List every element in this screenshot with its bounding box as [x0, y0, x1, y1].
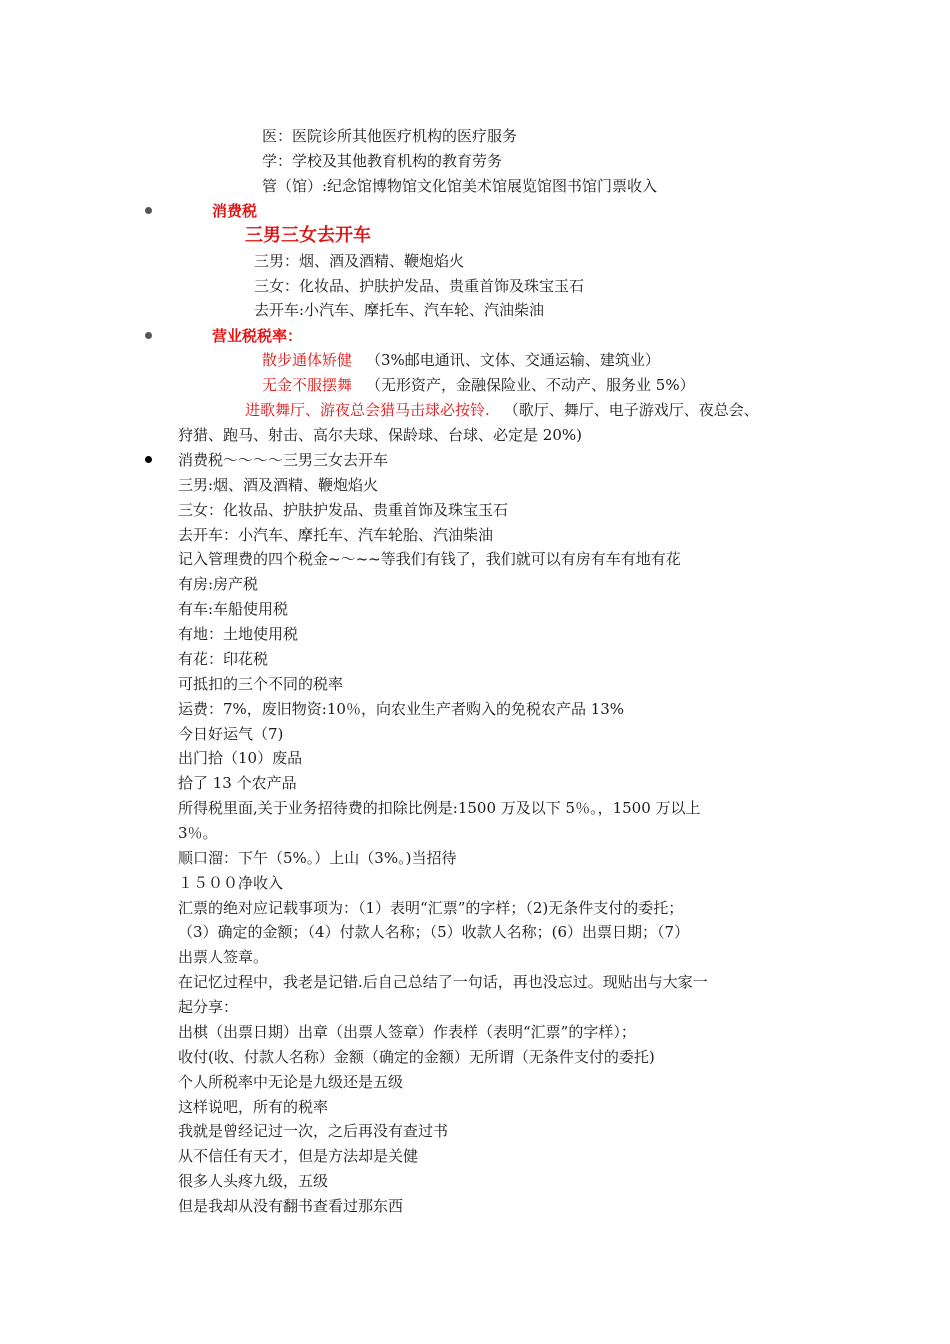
body-line: 有房:房产税	[178, 575, 259, 593]
consumption-car: 去开车:小汽车、摩托车、汽车轮、汽油柴油	[254, 301, 545, 319]
body-line: 这样说吧，所有的税率	[178, 1098, 329, 1116]
bullet-business	[145, 332, 152, 339]
business-rate-20-mnemonic: 进歌舞厅、游夜总会猎马击球必按铃.	[245, 401, 490, 419]
business-heading: 营业税税率：	[212, 327, 303, 345]
body-line: 可抵扣的三个不同的税率	[178, 675, 344, 693]
business-rate-20-cont: 狩猎、跑马、射击、高尔夫球、保龄球、台球、必定是 20%)	[178, 426, 582, 444]
body-line: 有地：土地使用税	[178, 625, 299, 643]
business-rate-20-desc: （歌厅、舞厅、电子游戏厅、夜总会、	[503, 401, 759, 419]
consumption-women: 三女：化妆品、护肤护发品、贵重首饰及珠宝玉石	[254, 277, 585, 295]
body-line: 很多人头疼九级，五级	[178, 1172, 329, 1190]
body-line: 出门拾（10）废品	[178, 749, 303, 767]
business-rate-5-desc: （无形资产，金融保险业、不动产、服务业 5%）	[366, 376, 695, 394]
body-line: 有花：印花税	[178, 650, 269, 668]
body-line: 消费税～～～～三男三女去开车	[178, 451, 389, 469]
body-line: 出票人签章。	[178, 948, 269, 966]
body-line: 汇票的绝对应记载事项为：（1）表明“汇票”的字样；（2)无条件支付的委托；	[178, 899, 684, 917]
body-line: （3）确定的金额；（4）付款人名称；（5）收款人名称；(6）出票日期；（7）	[178, 923, 690, 941]
bullet-consumption	[145, 207, 152, 214]
body-line: 在记忆过程中，我老是记错.后自己总结了一句话，再也没忘过。现贴出与大家一	[178, 973, 708, 991]
body-line: 个人所税率中无论是九级还是五级	[178, 1073, 404, 1091]
business-rate-5	[262, 375, 695, 395]
body-line: 记入管理费的四个税金~～~~等我们有钱了，我们就可以有房有车有地有花	[178, 550, 681, 568]
business-rate-3	[262, 350, 660, 370]
body-line: 有车:车船使用税	[178, 600, 289, 618]
line-school: 学：学校及其他教育机构的教育劳务	[262, 152, 503, 170]
body-line: 去开车：小汽车、摩托车、汽车轮胎、汽油柴油	[178, 526, 494, 544]
body-line: 我就是曾经记过一次，之后再没有查过书	[178, 1122, 449, 1140]
business-rate-3-desc: （3%邮电通讯、文体、交通运输、建筑业）	[366, 351, 660, 369]
body-line: 所得税里面,关于业务招待费的扣除比例是:1500 万及以下 5％。，1500 万以上	[178, 799, 701, 817]
bullet-summary	[145, 456, 152, 463]
line-medical: 医：医院诊所其他医疗机构的医疗服务	[262, 127, 518, 145]
body-line: 今日好运气（7)	[178, 725, 284, 743]
body-line: 但是我却从没有翻书查看过那东西	[178, 1197, 404, 1215]
consumption-heading: 消费税	[212, 202, 258, 220]
business-rate-3-mnemonic: 散步通体矫健	[262, 351, 353, 369]
body-line: 3％。	[178, 824, 218, 842]
business-rate-20	[245, 400, 759, 420]
body-line: １５００净收入	[178, 874, 284, 892]
body-line: 拾了 13 个农产品	[178, 774, 297, 792]
business-rate-5-mnemonic: 无金不服摆舞	[262, 376, 353, 394]
body-line: 从不信任有天才，但是方法却是关健	[178, 1147, 419, 1165]
consumption-men: 三男：烟、酒及酒精、鞭炮焰火	[254, 252, 465, 270]
body-line: 起分享：	[178, 998, 239, 1016]
body-line: 收付(收、付款人名称）金额（确定的金额）无所谓（无条件支付的委托)	[178, 1048, 655, 1066]
line-museum: 管（馆）:纪念馆博物馆文化馆美术馆展览馆图书馆门票收入	[262, 177, 658, 195]
body-line: 三男:烟、酒及酒精、鞭炮焰火	[178, 476, 379, 494]
body-line: 三女：化妆品、护肤护发品、贵重首饰及珠宝玉石	[178, 501, 509, 519]
consumption-mnemonic: 三男三女去开车	[245, 225, 371, 246]
body-line: 出棋（出票日期）出章（出票人签章）作表样（表明“汇票”的字样）；	[178, 1023, 636, 1041]
body-line: 顺口溜：下午（5%。）上山（3%。)当招待	[178, 849, 457, 867]
body-line: 运费：7%，废旧物资:10％，向农业生产者购入的免税农产品 13%	[178, 700, 625, 718]
